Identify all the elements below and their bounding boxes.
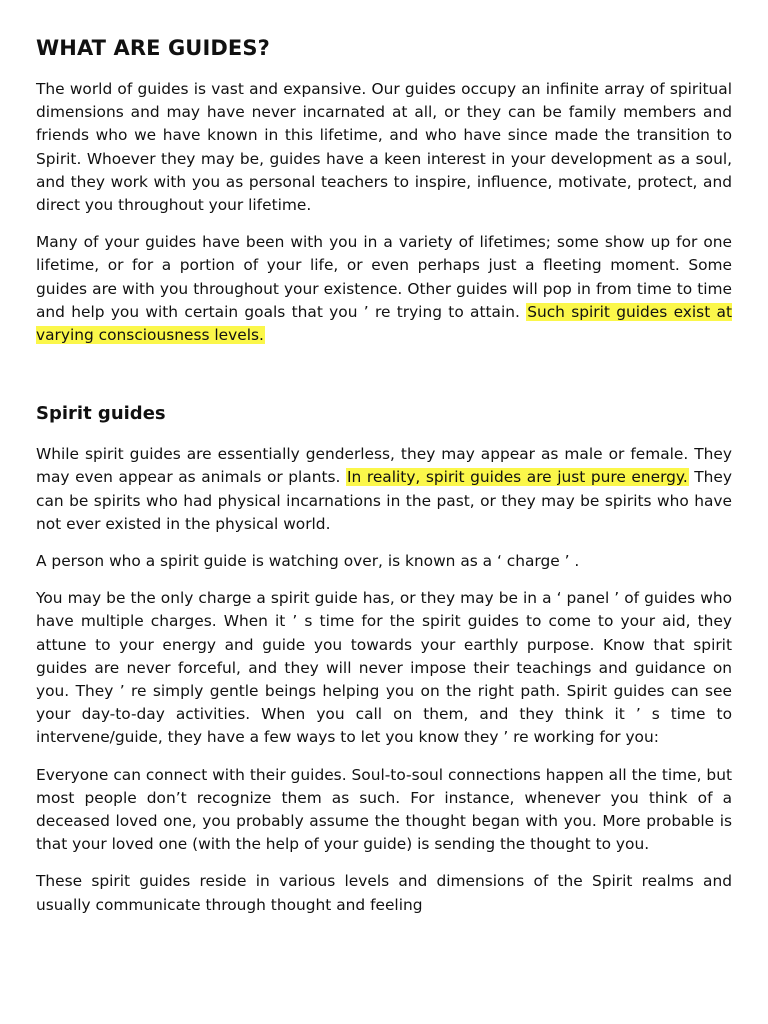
paragraph-text-before: While spirit guides are essentially genderless, they may appear as male or female. They may even appear as animals or plants. <box>36 445 732 487</box>
spirit-guides-paragraph-5: These spirit guides reside in various levels and dimensions of the Spirit realms and usually communicate through thought and feeling <box>36 872 732 914</box>
intro-paragraph-2-text: Many of your guides have been with you in a variety of lifetimes; some show up for one lifetime, or for a portion of your life, or even perhaps just a fleeting moment. Some guides are with you throughout your existence. Other guides will pop in from time to time and help you with certain goals that you ’ re trying to attain. <box>36 233 732 321</box>
intro-paragraph-2 <box>36 231 732 347</box>
intro-paragraph-1: The world of guides is vast and expansive. Our guides occupy an infinite array of spiritual dimensions and may have never incarnated at all, or they can be family members and friends who we have known in this lifetime, and who have since made the transition to Spirit. Whoever they may be, guides have a keen interest in your development as a soul, and they work with you as personal teachers to inspire, influence, motivate, protect, and direct you throughout your lifetime. <box>36 80 732 215</box>
highlighted-text: Such spirit guides exist at varying consciousness levels. <box>36 302 732 345</box>
spirit-guides-paragraph-2: A person who a spirit guide is watching over, is known as a ‘ charge ’ . <box>36 552 580 571</box>
page-title: WHAT ARE GUIDES? <box>36 36 270 60</box>
highlighted-text: In reality, spirit guides are just pure energy. <box>347 468 688 487</box>
section-heading-spirit-guides: Spirit guides <box>36 403 166 425</box>
paragraph-text-after: They can be spirits who had physical incarnations in the past, or they may be spirits who have not ever existed in the physical world. <box>36 468 733 533</box>
spirit-guides-paragraph-4: Everyone can connect with their guides. Soul-to-soul connections happen all the time, but most people don’t recognize them as such. For instance, whenever you think of a deceased loved one, you probably assume the thought began with you. More probable is that your loved one (with the help of your guide) is sending the thought to you. <box>36 765 732 854</box>
spirit-guides-paragraph-1 <box>36 443 732 536</box>
spirit-guides-paragraph-3: You may be the only charge a spirit guide has, or they may be in a ‘ panel ’ of guides who have multiple charges. When it ’ s time for the spirit guides to come to your aid, they attune to your energy and guide you towards your earthly purpose. Know that spirit guides are never forceful, and they will never impose their teachings and guidance on you. They ’ re simply gentle beings helping you on the right path. Spirit guides can see your day-to-day activities. When you call on them, and they think it ’ s time to intervene/guide, they have a few ways to let you know they ’ re working for you: <box>36 589 732 747</box>
